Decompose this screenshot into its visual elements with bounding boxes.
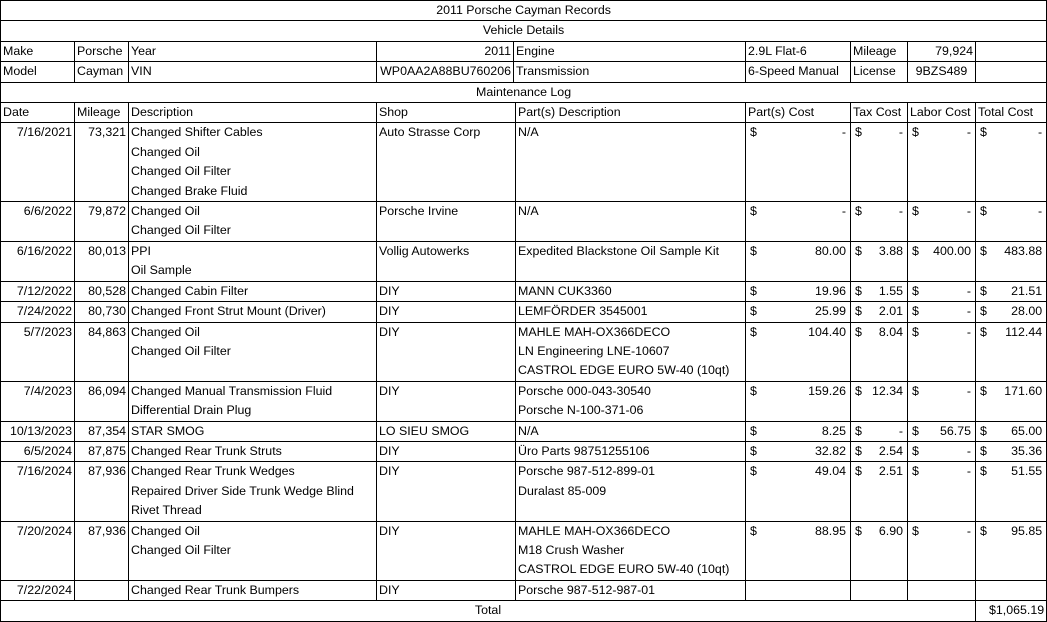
currency-symbol: $ (980, 464, 987, 479)
labor-cost-cell[interactable] (908, 441, 976, 461)
mileage-cell[interactable]: 79,872 (75, 202, 129, 242)
description-cell-line: Changed Rear Trunk Wedges (131, 464, 295, 479)
vin-label[interactable]: VIN (129, 62, 377, 82)
currency-symbol: $ (750, 443, 757, 458)
empty-cell[interactable] (976, 41, 1047, 61)
total-cost-cell-amount: 483.88 (1004, 243, 1043, 258)
parts-cost-cell[interactable] (746, 421, 851, 441)
parts-description-cell-line: N/A (518, 423, 539, 438)
parts-description-cell-line: CASTROL EDGE EURO 5W-40 (10qt) (518, 363, 730, 378)
description-cell[interactable] (129, 421, 377, 441)
log-row (1, 462, 1047, 521)
parts-description-cell[interactable] (516, 381, 746, 421)
mileage-cell[interactable]: 87,936 (75, 462, 129, 521)
total-cost-cell-amount: 28.00 (1011, 304, 1043, 319)
parts-cost-cell[interactable] (746, 281, 851, 301)
header-shop[interactable]: Shop (377, 103, 516, 123)
labor-cost-cell[interactable] (908, 521, 976, 580)
header-date[interactable]: Date (1, 103, 75, 123)
labor-cost-cell-amount: 400.00 (933, 243, 971, 258)
tax-cost-cell-amount: - (898, 423, 903, 438)
description-cell-line: Changed Oil (131, 324, 200, 339)
description-cell[interactable] (129, 580, 377, 600)
mileage-cell[interactable]: 73,321 (75, 123, 129, 202)
currency-symbol: $ (855, 523, 862, 538)
parts-cost-cell[interactable] (746, 123, 851, 202)
currency-symbol: $ (855, 443, 862, 458)
tax-cost-cell-amount: 2.51 (878, 464, 903, 479)
description-cell[interactable] (129, 202, 377, 242)
labor-cost-cell[interactable] (908, 302, 976, 322)
model-value[interactable]: Cayman (75, 62, 129, 82)
total-cost-cell-amount: 112.44 (1005, 324, 1043, 339)
description-cell-line: Changed Oil (131, 204, 200, 219)
parts-description-cell-line: MAHLE MAH-OX366DECO (518, 523, 671, 538)
description-cell[interactable] (129, 302, 377, 322)
currency-symbol: $ (912, 523, 919, 538)
currency-symbol: $ (750, 523, 757, 538)
mileage-cell[interactable]: 80,013 (75, 241, 129, 281)
description-cell-line: Oil Sample (131, 263, 192, 278)
tax-cost-cell-amount: 2.54 (878, 443, 903, 458)
log-row (1, 241, 1047, 281)
tax-cost-cell-amount: 12.34 (871, 383, 903, 398)
currency-symbol: $ (855, 204, 862, 219)
currency-symbol: $ (912, 324, 919, 339)
tax-cost-cell-amount: - (898, 204, 903, 219)
log-row (1, 421, 1047, 441)
total-cost-cell[interactable] (976, 521, 1047, 580)
total-cost-cell[interactable] (976, 302, 1047, 322)
total-row (1, 601, 1047, 621)
shop-cell[interactable]: DIY (377, 521, 516, 580)
labor-cost-cell[interactable] (908, 322, 976, 381)
description-cell[interactable] (129, 281, 377, 301)
description-cell-line: Changed Manual Transmission Fluid (131, 383, 333, 398)
description-cell-line: Changed Cabin Filter (131, 283, 249, 298)
header-parts-description[interactable]: Part(s) Description (516, 103, 746, 123)
currency-symbol: $ (980, 443, 987, 458)
currency-symbol: $ (912, 423, 919, 438)
currency-symbol: $ (855, 243, 862, 258)
year-value-cell[interactable] (377, 41, 746, 61)
shop-cell[interactable]: DIY (377, 462, 516, 521)
parts-description-cell[interactable] (516, 580, 746, 600)
description-cell[interactable] (129, 123, 377, 202)
currency-symbol: $ (750, 423, 757, 438)
parts-description-cell-line: CASTROL EDGE EURO 5W-40 (10qt) (518, 562, 730, 577)
mileage-cell[interactable]: 87,354 (75, 421, 129, 441)
shop-cell[interactable]: DIY (377, 322, 516, 381)
currency-symbol: $ (855, 383, 862, 398)
tax-cost-cell-amount: 3.88 (878, 243, 903, 258)
date-cell[interactable]: 7/16/2024 (1, 462, 75, 521)
total-cost-cell[interactable] (976, 421, 1047, 441)
labor-cost-cell-amount: - (966, 383, 971, 398)
parts-cost-cell-amount: 8.25 (821, 423, 846, 438)
labor-cost-cell-amount: - (966, 464, 971, 479)
description-cell[interactable] (129, 521, 377, 580)
total-cost-cell-amount: 35.36 (1011, 443, 1043, 458)
currency-symbol: $ (980, 283, 987, 298)
currency-symbol: $ (750, 464, 757, 479)
vin-value-cell[interactable] (377, 62, 746, 82)
date-cell[interactable]: 6/16/2022 (1, 241, 75, 281)
parts-description-cell[interactable] (516, 202, 746, 242)
currency-symbol: $ (855, 283, 862, 298)
currency-symbol: $ (855, 304, 862, 319)
parts-description-cell[interactable] (516, 322, 746, 381)
shop-cell[interactable]: Porsche Irvine (377, 202, 516, 242)
date-cell[interactable]: 5/7/2023 (1, 322, 75, 381)
total-cost-cell-amount: 95.85 (1011, 523, 1043, 538)
tax-cost-cell-amount: 6.90 (878, 523, 903, 538)
total-cost-cell-amount: 21.51 (1011, 283, 1043, 298)
parts-description-cell-line: MAHLE MAH-OX366DECO (518, 324, 671, 339)
parts-cost-cell-amount: 80.00 (814, 243, 846, 258)
description-cell-line: PPI (131, 243, 151, 258)
header-parts-cost[interactable]: Part(s) Cost (746, 103, 851, 123)
total-cost-cell[interactable] (976, 123, 1047, 202)
parts-cost-cell-amount: 49.04 (814, 464, 846, 479)
parts-description-cell-line: Duralast 85-009 (518, 483, 607, 498)
description-cell-line: Changed Oil Filter (131, 542, 231, 557)
currency-symbol: $ (912, 283, 919, 298)
description-cell-line: Changed Brake Fluid (131, 183, 248, 198)
header-tax-cost[interactable]: Tax Cost (851, 103, 908, 123)
tax-cost-cell[interactable] (851, 521, 908, 580)
tax-cost-cell[interactable] (851, 241, 908, 281)
mileage-cell[interactable]: 87,875 (75, 441, 129, 461)
vehicle-details-heading[interactable]: Vehicle Details (1, 21, 1047, 41)
vehicle-details-row-1 (1, 41, 1047, 61)
log-row (1, 441, 1047, 461)
total-cost-cell[interactable] (976, 441, 1047, 461)
labor-cost-cell[interactable] (908, 421, 976, 441)
shop-cell[interactable]: Auto Strasse Corp (377, 123, 516, 202)
year-value: 2011 (377, 42, 514, 61)
header-labor-cost[interactable]: Labor Cost (908, 103, 976, 123)
total-cost-cell[interactable] (976, 281, 1047, 301)
total-cost-cell-amount: - (1037, 204, 1043, 219)
log-row (1, 302, 1047, 322)
description-cell-line: Changed Rear Trunk Struts (131, 443, 282, 458)
parts-description-cell[interactable] (516, 521, 746, 580)
description-cell-line: Changed Oil Filter (131, 343, 231, 358)
currency-symbol: $ (912, 204, 919, 219)
labor-cost-cell-amount: - (966, 523, 971, 538)
total-cost-cell-amount: 51.55 (1011, 464, 1043, 479)
description-cell-line: Changed Oil Filter (131, 164, 231, 179)
make-label[interactable]: Make (1, 41, 75, 61)
total-cost-cell-amount: 171.60 (1004, 383, 1043, 398)
tax-cost-cell[interactable] (851, 322, 908, 381)
description-cell[interactable] (129, 241, 377, 281)
currency-symbol: $ (912, 383, 919, 398)
tax-cost-cell-amount: 1.55 (878, 283, 903, 298)
parts-cost-cell-amount: - (841, 204, 846, 219)
description-cell-line: STAR SMOG (131, 423, 205, 438)
vehicle-details-row-2 (1, 62, 1047, 82)
model-label[interactable]: Model (1, 62, 75, 82)
date-cell[interactable]: 7/24/2022 (1, 302, 75, 322)
shop-cell[interactable]: LO SIEU SMOG (377, 421, 516, 441)
vin-value: WP0AA2A88BU760206 (377, 62, 514, 81)
description-cell-line: Changed Front Strut Mount (Driver) (131, 304, 326, 319)
currency-symbol: $ (980, 324, 987, 339)
shop-cell[interactable]: DIY (377, 281, 516, 301)
currency-symbol: $ (855, 125, 862, 140)
currency-symbol: $ (912, 304, 919, 319)
parts-description-cell[interactable] (516, 241, 746, 281)
parts-description-cell-line: M18 Crush Washer (518, 542, 625, 557)
shop-cell[interactable]: DIY (377, 580, 516, 600)
description-cell-line: Changed Shifter Cables (131, 125, 263, 140)
total-cost-cell-amount: - (1037, 125, 1043, 140)
parts-cost-cell[interactable] (746, 580, 851, 600)
tax-cost-cell[interactable] (851, 580, 908, 600)
log-row (1, 580, 1047, 600)
description-cell-line: Changed Rear Trunk Bumpers (131, 582, 300, 597)
parts-description-cell-line: N/A (518, 125, 539, 140)
parts-cost-cell[interactable] (746, 462, 851, 521)
currency-symbol: $ (855, 464, 862, 479)
maintenance-log-heading[interactable]: Maintenance Log (1, 82, 1047, 102)
description-cell-line: Repaired Driver Side Trunk Wedge Blind (131, 483, 354, 498)
parts-description-cell[interactable] (516, 462, 746, 521)
currency-symbol: $ (750, 204, 757, 219)
log-row (1, 381, 1047, 421)
currency-symbol: $ (980, 304, 987, 319)
tax-cost-cell-amount: 8.04 (878, 324, 903, 339)
parts-description-cell[interactable] (516, 123, 746, 202)
date-cell[interactable]: 7/12/2022 (1, 281, 75, 301)
tax-cost-cell[interactable] (851, 281, 908, 301)
total-cost-cell[interactable] (976, 202, 1047, 242)
total-cost-cell[interactable] (976, 462, 1047, 521)
parts-description-cell-line: N/A (518, 204, 539, 219)
license-label[interactable]: License (851, 62, 908, 82)
column-header-row (1, 103, 1047, 123)
currency-symbol: $ (750, 283, 757, 298)
labor-cost-cell-amount: - (966, 204, 971, 219)
currency-symbol: $ (750, 324, 757, 339)
currency-symbol: $ (750, 383, 757, 398)
parts-cost-cell-amount: 32.82 (814, 443, 846, 458)
date-cell[interactable]: 10/13/2023 (1, 421, 75, 441)
transmission-label: Transmission (516, 64, 590, 79)
parts-cost-cell-amount: 159.26 (808, 383, 846, 398)
labor-cost-cell[interactable] (908, 281, 976, 301)
currency-symbol: $ (750, 304, 757, 319)
tax-cost-cell-amount: 2.01 (878, 304, 903, 319)
parts-cost-cell[interactable] (746, 241, 851, 281)
tax-cost-cell[interactable] (851, 302, 908, 322)
parts-cost-cell[interactable] (746, 521, 851, 580)
currency-symbol: $ (855, 423, 862, 438)
currency-symbol: $ (750, 125, 757, 140)
description-cell-line: Changed Oil (131, 144, 200, 159)
tax-cost-cell[interactable] (851, 421, 908, 441)
description-cell[interactable] (129, 462, 377, 521)
date-cell[interactable]: 7/20/2024 (1, 521, 75, 580)
description-cell[interactable] (129, 381, 377, 421)
mileage-cell[interactable] (75, 580, 129, 600)
parts-cost-cell[interactable] (746, 322, 851, 381)
parts-cost-cell[interactable] (746, 302, 851, 322)
date-cell[interactable]: 6/6/2022 (1, 202, 75, 242)
header-description[interactable]: Description (129, 103, 377, 123)
parts-cost-cell[interactable] (746, 441, 851, 461)
currency-symbol: $ (980, 383, 987, 398)
parts-description-cell-line: Porsche N-100-371-06 (518, 403, 644, 418)
description-cell[interactable] (129, 441, 377, 461)
currency-symbol: $ (912, 243, 919, 258)
parts-cost-cell-amount: 19.96 (814, 283, 846, 298)
sheet-title[interactable]: 2011 Porsche Cayman Records (1, 1, 1047, 21)
parts-cost-cell-amount: 104.40 (808, 324, 846, 339)
tax-cost-cell[interactable] (851, 462, 908, 521)
currency-symbol: $ (980, 125, 987, 140)
parts-description-cell[interactable] (516, 421, 746, 441)
make-value[interactable]: Porsche (75, 41, 129, 61)
parts-description-cell[interactable] (516, 281, 746, 301)
shop-cell[interactable]: DIY (377, 302, 516, 322)
transmission-value[interactable]: 6-Speed Manual (746, 62, 851, 82)
mileage-cell[interactable]: 84,863 (75, 322, 129, 381)
log-row (1, 123, 1047, 202)
engine-label: Engine (516, 43, 555, 58)
empty-cell[interactable] (976, 62, 1047, 82)
description-cell[interactable] (129, 322, 377, 381)
description-cell-line: Rivet Thread (131, 503, 202, 518)
labor-cost-cell[interactable] (908, 241, 976, 281)
currency-symbol: $ (855, 324, 862, 339)
mileage-cell[interactable]: 80,528 (75, 281, 129, 301)
header-mileage[interactable]: Mileage (75, 103, 129, 123)
currency-symbol: $ (980, 204, 987, 219)
log-row (1, 521, 1047, 580)
date-cell[interactable]: 6/5/2024 (1, 441, 75, 461)
year-label[interactable]: Year (129, 41, 377, 61)
total-cost-cell[interactable] (976, 322, 1047, 381)
labor-cost-cell[interactable] (908, 580, 976, 600)
tax-cost-cell[interactable] (851, 381, 908, 421)
mileage-value[interactable]: 79,924 (908, 41, 976, 61)
labor-cost-cell-amount: - (966, 443, 971, 458)
description-cell-line: Changed Oil Filter (131, 223, 231, 238)
labor-cost-cell-amount: - (966, 125, 971, 140)
parts-description-cell[interactable] (516, 441, 746, 461)
parts-cost-cell-amount: - (841, 125, 846, 140)
total-value[interactable]: $1,065.19 (976, 601, 1047, 621)
date-cell[interactable]: 7/16/2021 (1, 123, 75, 202)
description-cell-line: Changed Oil (131, 523, 200, 538)
labor-cost-cell-amount: - (966, 283, 971, 298)
date-cell[interactable]: 7/22/2024 (1, 580, 75, 600)
total-cost-cell[interactable] (976, 381, 1047, 421)
parts-description-cell[interactable] (516, 302, 746, 322)
parts-description-cell-line: MANN CUK3360 (518, 283, 612, 298)
mileage-cell[interactable]: 87,936 (75, 521, 129, 580)
parts-cost-cell-amount: 25.99 (814, 304, 846, 319)
parts-cost-cell[interactable] (746, 381, 851, 421)
currency-symbol: $ (980, 243, 987, 258)
parts-description-cell-line: Porsche 987-512-987-01 (518, 582, 656, 597)
log-row (1, 322, 1047, 381)
labor-cost-cell-amount: - (966, 304, 971, 319)
parts-cost-cell[interactable] (746, 202, 851, 242)
shop-cell[interactable]: DIY (377, 381, 516, 421)
currency-symbol: $ (750, 243, 757, 258)
total-cost-cell-amount: 65.00 (1011, 423, 1043, 438)
parts-description-cell-line: Porsche 000-043-30540 (518, 383, 651, 398)
tax-cost-cell[interactable] (851, 202, 908, 242)
header-total-cost[interactable]: Total Cost (976, 103, 1047, 123)
log-row (1, 281, 1047, 301)
parts-description-cell-line: LN Engineering LNE-10607 (518, 343, 670, 358)
currency-symbol: $ (912, 443, 919, 458)
parts-description-cell-line: Porsche 987-512-899-01 (518, 464, 656, 479)
labor-cost-cell-amount: - (966, 324, 971, 339)
date-cell[interactable]: 7/4/2023 (1, 381, 75, 421)
currency-symbol: $ (980, 423, 987, 438)
currency-symbol: $ (980, 523, 987, 538)
currency-symbol: $ (912, 464, 919, 479)
tax-cost-cell-amount: - (898, 125, 903, 140)
parts-description-cell-line: LEMFÖRDER 3545001 (518, 304, 648, 319)
currency-symbol: $ (912, 125, 919, 140)
mileage-cell[interactable]: 80,730 (75, 302, 129, 322)
mileage-label[interactable]: Mileage (851, 41, 908, 61)
log-row (1, 202, 1047, 242)
parts-description-cell-line: Üro Parts 98751255106 (518, 443, 650, 458)
labor-cost-cell-amount: 56.75 (939, 423, 971, 438)
tax-cost-cell[interactable] (851, 123, 908, 202)
shop-cell[interactable]: Vollig Autowerks (377, 241, 516, 281)
parts-cost-cell-amount: 88.95 (814, 523, 846, 538)
engine-value[interactable]: 2.9L Flat-6 (746, 41, 851, 61)
description-cell-line: Differential Drain Plug (131, 403, 252, 418)
mileage-cell[interactable]: 86,094 (75, 381, 129, 421)
maintenance-log-rows (1, 123, 1047, 601)
labor-cost-cell[interactable] (908, 123, 976, 202)
labor-cost-cell[interactable] (908, 202, 976, 242)
labor-cost-cell[interactable] (908, 462, 976, 521)
tax-cost-cell[interactable] (851, 441, 908, 461)
total-label[interactable]: Total (1, 601, 976, 621)
license-value[interactable]: 9BZS489 (908, 62, 976, 82)
shop-cell[interactable]: DIY (377, 441, 516, 461)
total-cost-cell[interactable] (976, 580, 1047, 600)
labor-cost-cell[interactable] (908, 381, 976, 421)
total-cost-cell[interactable] (976, 241, 1047, 281)
parts-description-cell-line: Expedited Blackstone Oil Sample Kit (518, 243, 720, 258)
